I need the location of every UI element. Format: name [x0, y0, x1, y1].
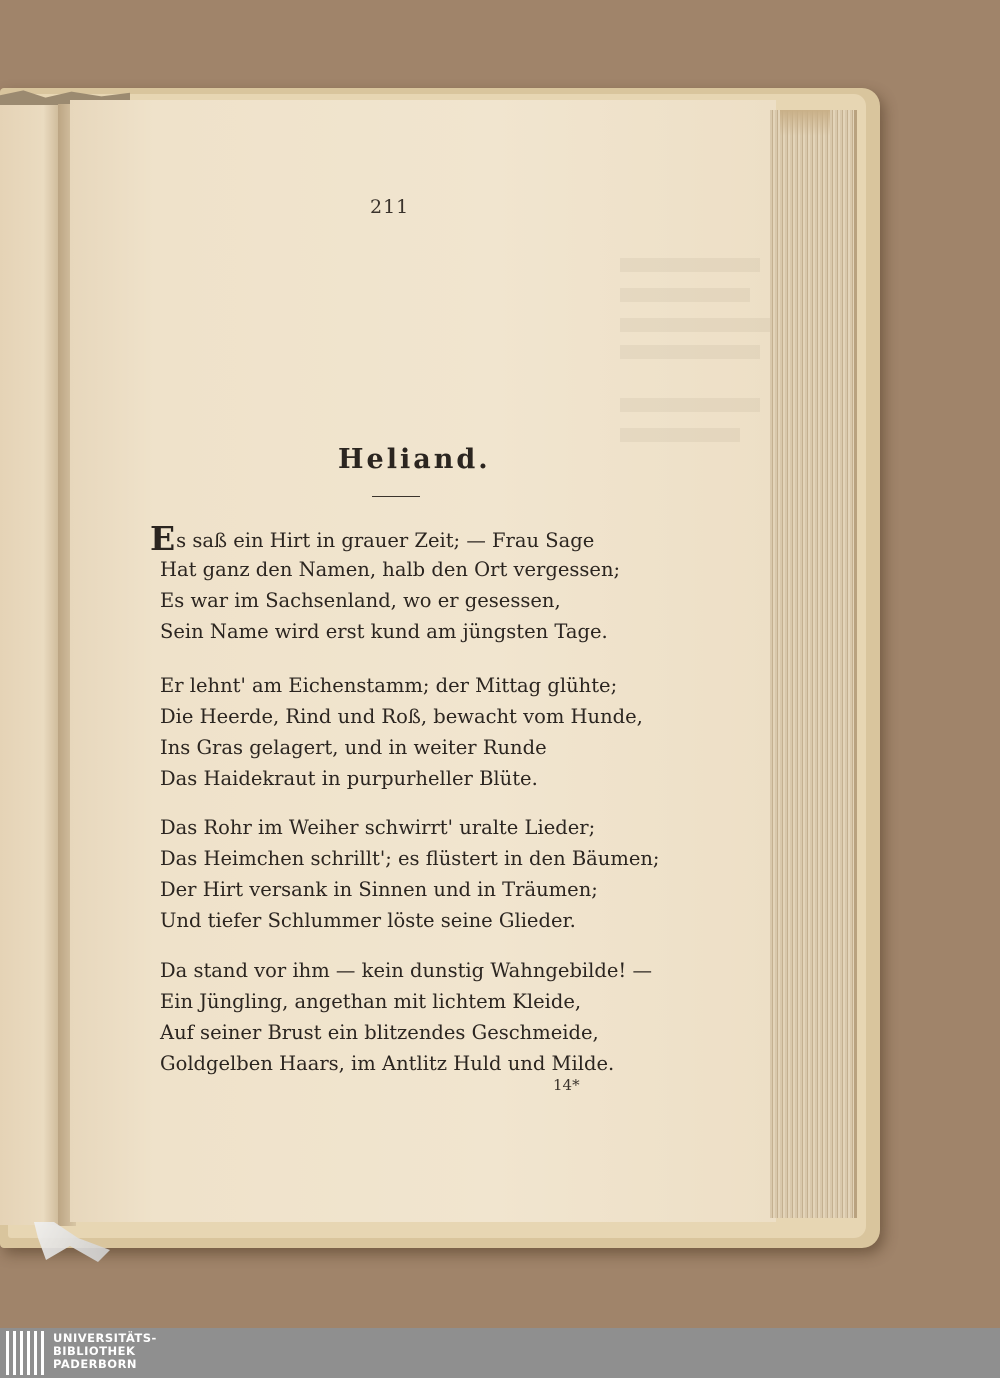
poem-line: Da stand vor ihm — kein dunstig Wahngebilde! —	[160, 959, 652, 982]
poem-line: Und tiefer Schlummer löste seine Glieder.	[160, 909, 576, 932]
title-rule	[372, 496, 420, 497]
stanza-3	[160, 812, 660, 936]
poem-line: Er lehnt' am Eichenstamm; der Mittag glühte;	[160, 674, 618, 697]
signature-mark: 14*	[553, 1076, 580, 1094]
poem-line: Ins Gras gelagert, und in weiter Runde	[160, 736, 547, 759]
poem-line: Es saß ein Hirt in grauer Zeit; — Frau Sage	[150, 519, 595, 558]
poem-line: Auf seiner Brust ein blitzendes Geschmeide,	[160, 1021, 599, 1044]
poem-line: Das Heimchen schrillt'; es flüstert in den Bäumen;	[160, 847, 660, 870]
poem-line: Das Rohr im Weiher schwirrt' uralte Lieder;	[160, 816, 596, 839]
left-page	[0, 105, 62, 1225]
stanza-2	[160, 670, 643, 794]
poem-line: Es war im Sachsenland, wo er gesessen,	[160, 589, 561, 612]
library-footer	[0, 1328, 1000, 1378]
poem-line: Hat ganz den Namen, halb den Ort vergessen;	[160, 558, 621, 581]
poem-line: Die Heerde, Rind und Roß, bewacht vom Hunde,	[160, 705, 643, 728]
poem-line: Goldgelben Haars, im Antlitz Huld und Milde.	[160, 1052, 615, 1075]
library-logo-text: UNIVERSITÄTS- BIBLIOTHEK PADERBORN	[53, 1331, 157, 1371]
poem-line: Ein Jüngling, angethan mit lichtem Kleide,	[160, 990, 582, 1013]
drop-cap: E	[150, 519, 176, 558]
page-edges	[770, 110, 857, 1218]
stanza-1	[150, 519, 621, 647]
poem-title: Heliand.	[338, 444, 491, 475]
poem-line: Das Haidekraut in purpurheller Blüte.	[160, 767, 538, 790]
poem-line: Der Hirt versank in Sinnen und in Träumen;	[160, 878, 598, 901]
page-number: 211	[370, 196, 410, 218]
poem-line: Sein Name wird erst kund am jüngsten Tage.	[160, 620, 608, 643]
stanza-4	[160, 955, 652, 1079]
library-logo-icon	[6, 1331, 46, 1375]
